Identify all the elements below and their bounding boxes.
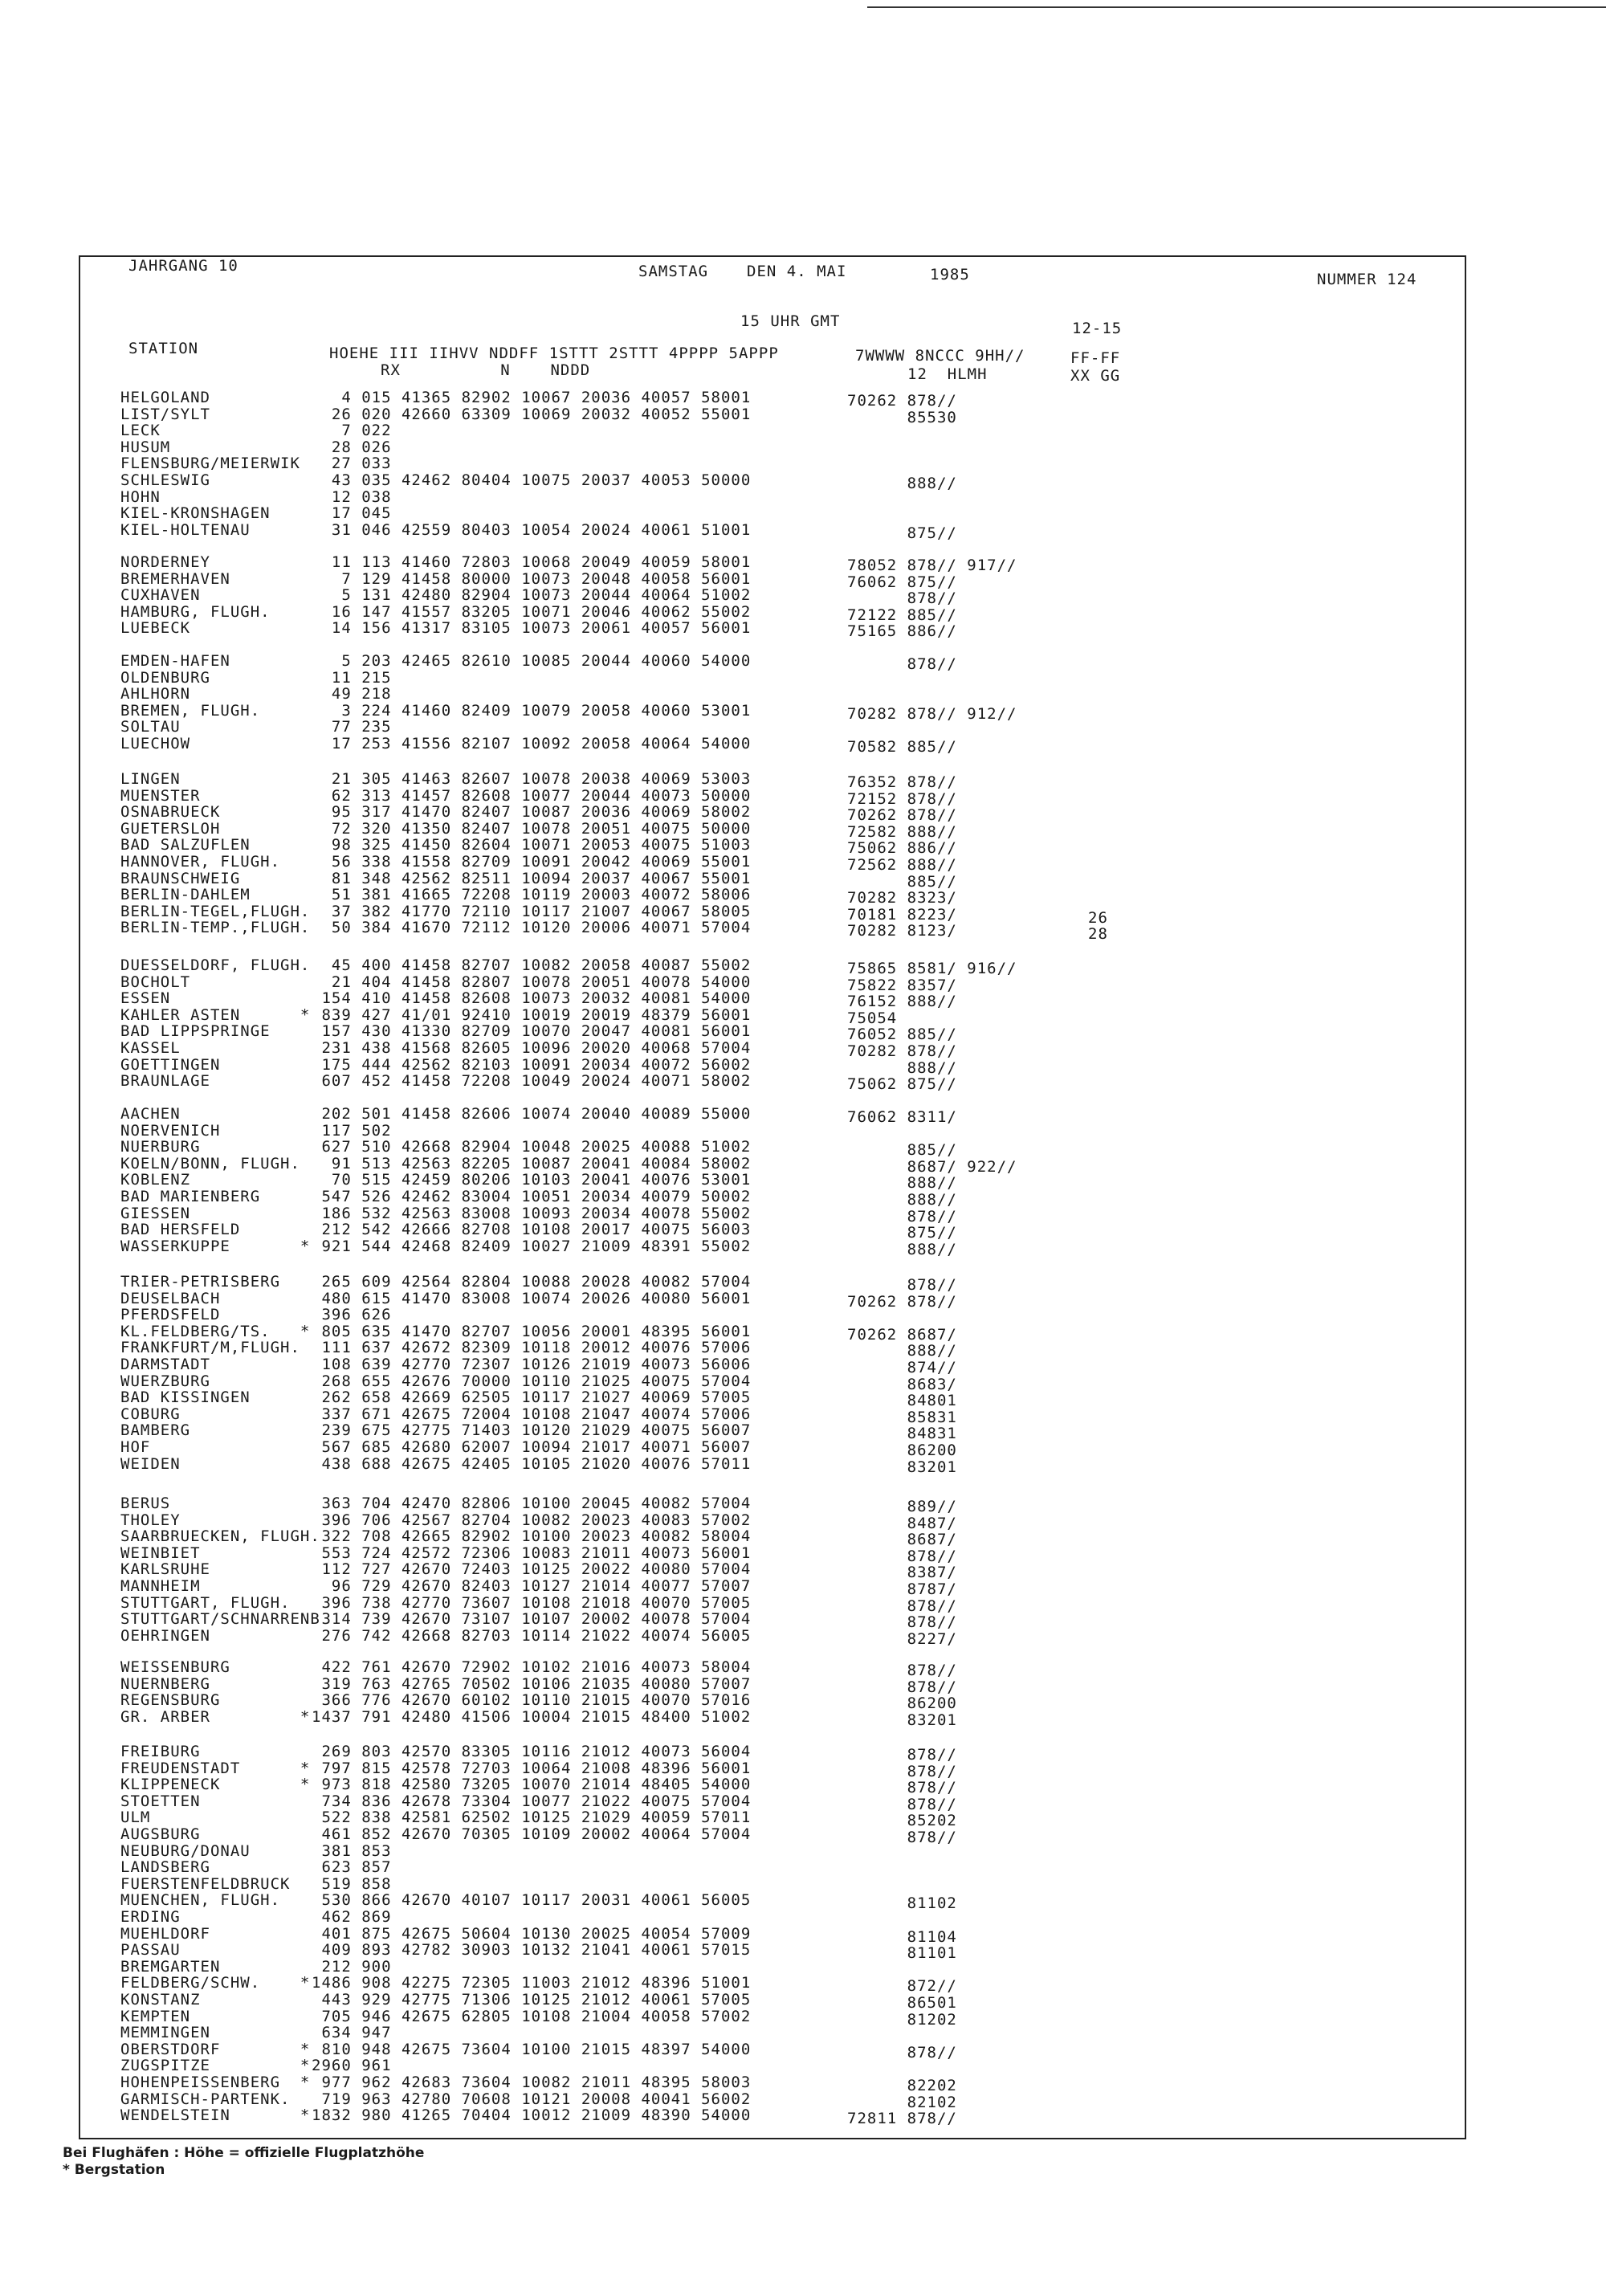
codes-column-subheader: RX N NDDD — [381, 361, 591, 379]
supplementary-groups: 84801 — [847, 1392, 957, 1410]
synop-values: 522 838 42581 62502 10125 21029 40059 57011 — [312, 1809, 752, 1827]
ff-column-subheader: XX GG — [1070, 367, 1121, 385]
supplementary-groups: 85202 — [847, 1812, 957, 1830]
supplementary-groups: 8683/ — [847, 1375, 957, 1393]
synop-values: 276 742 42668 82703 10114 21022 40074 56005 — [312, 1626, 752, 1645]
station-name: PFERDSFELD — [120, 1306, 221, 1324]
footnote-airports: Bei Flughäfen : Höhe = offizielle Flugplatzhöhe — [63, 2145, 425, 2161]
synop-values: 269 803 42570 83305 10116 21012 40073 56004 — [312, 1743, 752, 1760]
supplementary-groups: 8487/ — [847, 1514, 957, 1532]
station-name: ERDING — [120, 1908, 181, 1926]
station-name: THOLEY — [120, 1511, 181, 1529]
synop-values: 977 962 42683 73604 10082 21011 48395 58003 — [312, 2074, 752, 2091]
supplementary-groups: 85530 — [847, 408, 957, 426]
groups-column-header: 7WWWW 8NCCC 9HH// — [855, 347, 1025, 365]
station-name: BAMBERG — [120, 1421, 191, 1440]
station-name: HOHN — [120, 487, 161, 506]
synop-values: 623 857 — [312, 1858, 392, 1877]
supplementary-groups: 72122 885// — [847, 606, 957, 624]
station-name: HOF — [120, 1438, 151, 1456]
synop-values: 973 818 42580 73205 10070 21014 48405 54000 — [312, 1776, 752, 1794]
station-name: WASSERKUPPE * — [120, 1237, 311, 1255]
supplementary-groups: 70282 878// 912// — [847, 704, 1017, 723]
station-name: LECK — [120, 422, 161, 440]
synop-values: 719 963 42780 70608 10121 20008 40041 56002 — [312, 2090, 752, 2108]
synop-values: 547 526 42462 83004 10051 20034 40079 50002 — [312, 1188, 752, 1205]
station-name: NUERNBERG — [120, 1674, 210, 1693]
jahrgang-label: JAHRGANG 10 — [128, 257, 238, 275]
synop-values: 734 836 42678 73304 10077 21022 40075 57004 — [312, 1792, 752, 1810]
supplementary-groups: 878// — [847, 1829, 957, 1846]
supplementary-groups: 8687/ — [847, 1531, 957, 1549]
synop-values: 1486 908 42275 72305 11003 21012 48396 51001 — [312, 1974, 752, 1992]
supplementary-groups: 70262 878// — [847, 1292, 957, 1311]
supplementary-groups: 70282 8323/ — [847, 889, 957, 907]
supplementary-groups: 888// — [847, 1174, 957, 1193]
synop-values: 810 948 42675 73604 10100 21015 48397 54000 — [312, 2040, 752, 2058]
station-name: HANNOVER, FLUGH. — [120, 853, 281, 871]
supplementary-groups: 72811 878// — [847, 2110, 957, 2128]
synop-values: 91 513 42563 82205 10087 20041 40084 58002 — [312, 1154, 752, 1172]
synop-values: 26 020 42660 63309 10069 20032 40052 55001 — [312, 405, 752, 423]
scan-edge-line — [867, 6, 1606, 8]
supplementary-groups: 878// — [847, 1207, 957, 1225]
supplementary-groups: 878// — [847, 1678, 957, 1696]
synop-values: 396 706 42567 82704 10082 20023 40083 57002 — [312, 1511, 752, 1529]
station-name: SAARBRUECKEN, FLUGH. — [120, 1527, 320, 1546]
synop-values: 49 218 — [312, 685, 392, 703]
station-name: BERLIN-TEGEL,FLUGH. — [120, 902, 311, 920]
station-name: LINGEN — [120, 770, 181, 788]
supplementary-groups: 878// — [847, 1547, 957, 1565]
synop-values: 77 235 — [312, 718, 392, 736]
issue-number: NUMMER 124 — [1317, 271, 1417, 288]
station-name: BAD KISSINGEN — [120, 1389, 251, 1407]
codes-column-header: HOEHE III IIHVV NDDFF 1STTT 2STTT 4PPPP 5APPP — [329, 345, 779, 362]
supplementary-groups: 72152 878// — [847, 789, 957, 808]
synop-values: 16 147 41557 83205 10071 20046 40062 55002 — [312, 602, 752, 621]
supplementary-groups: 878// — [847, 1762, 957, 1780]
supplementary-groups: 86200 — [847, 1442, 957, 1459]
supplementary-groups: 75822 8357/ — [847, 976, 957, 994]
synop-values: 443 929 42775 71306 10125 21012 40061 57005 — [312, 1991, 752, 2008]
supplementary-groups: 86200 — [847, 1694, 957, 1713]
supplementary-groups: 878// — [847, 1613, 957, 1632]
synop-values: 175 444 42562 82103 10091 20034 40072 56002 — [312, 1055, 752, 1074]
station-name: BERLIN-DAHLEM — [120, 886, 251, 904]
supplementary-groups: 878// — [847, 2043, 957, 2062]
station-name: ZUGSPITZE * — [120, 2057, 311, 2075]
synop-values: 31 046 42559 80403 10054 20024 40061 51001 — [312, 520, 752, 539]
synop-values: 45 400 41458 82707 10082 20058 40087 55002 — [312, 956, 752, 974]
station-name: FREUDENSTADT * — [120, 1759, 311, 1777]
synop-values: 212 900 — [312, 1957, 392, 1976]
synop-values: 3 224 41460 82409 10079 20058 40060 53001 — [312, 701, 752, 720]
supplementary-groups: 888// — [847, 1191, 957, 1209]
gust-value: 28 — [1088, 925, 1108, 944]
supplementary-groups: 76152 888// — [847, 993, 957, 1011]
supplementary-groups: 81202 — [847, 2010, 957, 2029]
supplementary-groups: 82202 — [847, 2077, 957, 2094]
station-name: STOETTEN — [120, 1792, 201, 1810]
synop-values: 202 501 41458 82606 10074 20040 40089 55000 — [312, 1105, 752, 1123]
supplementary-groups: 878// — [847, 655, 957, 673]
supplementary-groups: 70262 878// — [847, 806, 957, 825]
station-name: KONSTANZ — [120, 1991, 201, 2008]
synop-values: 422 761 42670 72902 10102 21016 40073 58004 — [312, 1658, 752, 1676]
station-name: WENDELSTEIN * — [120, 2106, 311, 2125]
station-name: WEIDEN — [120, 1454, 181, 1473]
station-name: MEMMINGEN — [120, 2024, 210, 2042]
synop-values: 11 215 — [312, 668, 392, 687]
footnote-mountain-station: * Bergstation — [63, 2162, 165, 2178]
supplementary-groups: 872// — [847, 1977, 957, 1996]
synop-values: 805 635 41470 82707 10056 20001 48395 56001 — [312, 1322, 752, 1340]
station-name: KAHLER ASTEN * — [120, 1005, 311, 1024]
station-name: MUEHLDORF — [120, 1924, 210, 1943]
supplementary-groups: 8787/ — [847, 1580, 957, 1598]
station-name: BAD SALZUFLEN — [120, 836, 251, 854]
station-name: NEUBURG/DONAU — [120, 1841, 251, 1860]
station-name: HOHENPEISSENBERG * — [120, 2074, 311, 2091]
synop-values: 314 739 42670 73107 10107 20002 40078 57004 — [312, 1610, 752, 1629]
synop-values: 265 609 42564 82804 10088 20028 40082 57004 — [312, 1273, 752, 1291]
station-name: BRAUNLAGE — [120, 1072, 210, 1091]
synop-values: 461 852 42670 70305 10109 20002 40064 57004 — [312, 1825, 752, 1843]
synop-values: 1832 980 41265 70404 10012 21009 48390 54000 — [312, 2106, 752, 2125]
station-name: BREMEN, FLUGH. — [120, 701, 261, 720]
synop-values: 95 317 41470 82407 10087 20036 40069 58002 — [312, 803, 752, 822]
station-name: BAD HERSFELD — [120, 1221, 241, 1239]
supplementary-groups: 75054 — [847, 1009, 898, 1027]
station-name: GR. ARBER * — [120, 1707, 311, 1726]
station-column-header: STATION — [128, 340, 199, 357]
synop-values: 5 131 42480 82904 10073 20044 40064 51002 — [312, 586, 752, 605]
synop-values: 27 033 — [312, 455, 392, 473]
supplementary-groups: 83201 — [847, 1711, 957, 1729]
synop-values: 70 515 42459 80206 10103 20041 40076 53001 — [312, 1171, 752, 1189]
synop-values: 262 658 42669 62505 10117 21027 40069 57005 — [312, 1389, 752, 1407]
synop-values: 7 129 41458 80000 10073 20048 40058 56001 — [312, 569, 752, 588]
supplementary-groups: 878// — [847, 1662, 957, 1679]
synop-values: 634 947 — [312, 2024, 392, 2042]
station-name: HELGOLAND — [120, 389, 210, 406]
supplementary-groups: 888// — [847, 475, 957, 492]
synop-values: 157 430 41330 82709 10070 20047 40081 56001 — [312, 1022, 752, 1041]
year-label: 1985 — [930, 266, 970, 283]
supplementary-groups: 70181 8223/ — [847, 905, 957, 924]
station-name: GARMISCH-PARTENK. — [120, 2090, 291, 2108]
station-name: HAMBURG, FLUGH. — [120, 602, 271, 621]
station-name: OSNABRUECK — [120, 803, 221, 822]
station-name: KIEL-HOLTENAU — [120, 520, 251, 539]
station-name: DEUSELBACH — [120, 1289, 221, 1307]
date-label: DEN 4. MAI — [747, 263, 847, 280]
station-name: SCHLESWIG — [120, 471, 210, 489]
supplementary-groups: 885// — [847, 1141, 957, 1160]
supplementary-groups: 85831 — [847, 1408, 957, 1426]
supplementary-groups: 8687/ 922// — [847, 1157, 1017, 1176]
station-name: KEMPTEN — [120, 2007, 191, 2025]
station-name: OEHRINGEN — [120, 1626, 210, 1645]
station-name: WUERZBURG — [120, 1372, 210, 1390]
supplementary-groups: 83201 — [847, 1458, 957, 1476]
station-name: AHLHORN — [120, 685, 191, 703]
supplementary-groups: 86501 — [847, 1994, 957, 2012]
synop-values: 154 410 41458 82608 10073 20032 40081 54000 — [312, 989, 752, 1008]
station-name: KARLSRUHE — [120, 1560, 210, 1579]
station-name: LANDSBERG — [120, 1858, 210, 1877]
station-name: MANNHEIM — [120, 1577, 201, 1595]
station-name: ESSEN — [120, 989, 171, 1008]
supplementary-groups: 78052 878// 917// — [847, 557, 1017, 574]
station-name: GIESSEN — [120, 1204, 191, 1222]
synop-values: 7 022 — [312, 422, 392, 440]
synop-values: 519 858 — [312, 1874, 392, 1893]
station-name: OBERSTDORF * — [120, 2040, 311, 2058]
station-name: AACHEN — [120, 1105, 181, 1123]
supplementary-groups: 878// — [847, 1597, 957, 1615]
station-name: EMDEN-HAFEN — [120, 652, 230, 670]
groups-column-subheader: 12 HLMH — [907, 365, 988, 383]
supplementary-groups: 75165 886// — [847, 622, 957, 641]
synop-values: 396 738 42770 73607 10108 21018 40070 57005 — [312, 1593, 752, 1612]
supplementary-groups: 874// — [847, 1359, 957, 1376]
station-name: TRIER-PETRISBERG — [120, 1273, 281, 1291]
station-name: OLDENBURG — [120, 668, 210, 687]
synop-values: 239 675 42775 71403 10120 21029 40075 56007 — [312, 1421, 752, 1440]
synop-values: 839 427 41/01 92410 10019 20019 48379 56001 — [312, 1005, 752, 1024]
synop-values: 37 382 41770 72110 10117 21007 40067 58005 — [312, 902, 752, 920]
station-name: BOCHOLT — [120, 973, 191, 991]
synop-values: 62 313 41457 82608 10077 20044 40073 50000 — [312, 786, 752, 805]
station-name: STUTTGART, FLUGH. — [120, 1593, 291, 1612]
synop-values: 81 348 42562 82511 10094 20037 40067 55001 — [312, 869, 752, 887]
synop-values: 17 253 41556 82107 10092 20058 40064 54000 — [312, 735, 752, 752]
station-name: KOBLENZ — [120, 1171, 191, 1189]
supplementary-groups: 70282 878// — [847, 1042, 957, 1060]
synop-values: 12 038 — [312, 487, 392, 506]
synop-values: 462 869 — [312, 1908, 392, 1926]
station-name: KOELN/BONN, FLUGH. — [120, 1154, 300, 1172]
supplementary-groups: 878// — [847, 1746, 957, 1764]
supplementary-groups: 70282 8123/ — [847, 922, 957, 940]
station-name: DARMSTADT — [120, 1356, 210, 1373]
supplementary-groups: 888// — [847, 1342, 957, 1360]
station-name: FLENSBURG/MEIERWIK — [120, 455, 300, 473]
supplementary-groups: 889// — [847, 1498, 957, 1515]
ff-column-header: FF-FF — [1070, 349, 1121, 367]
supplementary-groups: 8387/ — [847, 1564, 957, 1582]
station-name: WEISSENBURG — [120, 1658, 230, 1676]
supplementary-groups: 878// — [847, 1276, 957, 1294]
synop-values: 117 502 — [312, 1121, 392, 1140]
supplementary-groups: 82102 — [847, 2093, 957, 2111]
station-name: STUTTGART/SCHNARRENB — [120, 1610, 320, 1629]
synop-values: 17 045 — [312, 504, 392, 523]
station-name: NUERBURG — [120, 1138, 201, 1156]
synop-values: 366 776 42670 60102 10110 21015 40070 57016 — [312, 1691, 752, 1710]
station-name: GUETERSLOH — [120, 819, 221, 838]
supplementary-groups: 878// — [847, 1795, 957, 1813]
synop-values: 401 875 42675 50604 10130 20025 40054 57009 — [312, 1924, 752, 1943]
observation-time: 15 UHR GMT — [740, 312, 841, 330]
synop-values: 409 893 42782 30903 10132 21041 40061 57015 — [312, 1941, 752, 1960]
station-name: FELDBERG/SCHW. * — [120, 1974, 311, 1992]
station-name: NORDERNEY — [120, 553, 210, 571]
synop-values: 567 685 42680 62007 10094 21017 40071 56007 — [312, 1438, 752, 1456]
station-name: LIST/SYLT — [120, 405, 210, 423]
synop-values: 921 544 42468 82409 10027 21009 48391 55002 — [312, 1237, 752, 1255]
synop-values: 14 156 41317 83105 10073 20061 40057 56001 — [312, 619, 752, 638]
supplementary-groups: 70262 8687/ — [847, 1325, 957, 1344]
synop-values: 51 381 41665 72208 10119 20003 40072 58006 — [312, 886, 752, 904]
station-name: BRAUNSCHWEIG — [120, 869, 241, 887]
station-name: DUESSELDORF, FLUGH. — [120, 956, 311, 974]
bulletin-frame — [79, 255, 1466, 2139]
supplementary-groups: 72562 888// — [847, 856, 957, 874]
synop-values: 797 815 42578 72703 10064 21008 48396 56001 — [312, 1759, 752, 1777]
synop-values: 50 384 41670 72112 10120 20006 40071 57004 — [312, 919, 752, 937]
synop-values: 43 035 42462 80404 10075 20037 40053 50000 — [312, 471, 752, 489]
station-name: KIEL-KRONSHAGEN — [120, 504, 271, 523]
supplementary-groups: 81102 — [847, 1894, 957, 1913]
synop-values: 530 866 42670 40107 10117 20031 40061 56005 — [312, 1891, 752, 1910]
station-name: BAD LIPPSPRINGE — [120, 1022, 271, 1041]
station-name: COBURG — [120, 1405, 181, 1423]
synop-values: 363 704 42470 82806 10100 20045 40082 57004 — [312, 1495, 752, 1512]
gust-value: 26 — [1088, 908, 1108, 927]
synop-values: 111 637 42672 82309 10118 20012 40076 57006 — [312, 1339, 752, 1357]
synop-values: 11 113 41460 72803 10068 20049 40059 58001 — [312, 553, 752, 571]
supplementary-groups: 76062 875// — [847, 573, 957, 591]
synop-values: 5 203 42465 82610 10085 20044 40060 54000 — [312, 652, 752, 670]
synop-values: 319 763 42765 70502 10106 21035 40080 57007 — [312, 1674, 752, 1693]
synop-values: 72 320 41350 82407 10078 20051 40075 50000 — [312, 819, 752, 838]
station-name: SOLTAU — [120, 718, 181, 736]
synop-values: 705 946 42675 62805 10108 21004 40058 57002 — [312, 2007, 752, 2025]
synop-values: 627 510 42668 82904 10048 20025 40088 51002 — [312, 1138, 752, 1156]
station-name: BERUS — [120, 1495, 171, 1512]
supplementary-groups: 76352 878// — [847, 773, 957, 791]
station-name: BAD MARIENBERG — [120, 1188, 261, 1205]
synop-values: 4 015 41365 82902 10067 20036 40057 58001 — [312, 389, 752, 406]
station-name: HUSUM — [120, 438, 171, 456]
supplementary-groups: 878// — [847, 589, 957, 608]
station-name: BERLIN-TEMP.,FLUGH. — [120, 919, 311, 937]
station-name: FUERSTENFELDBRUCK — [120, 1874, 291, 1893]
synop-values: 2960 961 — [312, 2057, 392, 2075]
synop-values: 98 325 41450 82604 10071 20053 40075 51003 — [312, 836, 752, 854]
synop-values: 186 532 42563 83008 10093 20034 40078 55002 — [312, 1204, 752, 1222]
synop-values: 268 655 42676 70000 10110 21025 40075 57004 — [312, 1372, 752, 1390]
station-name: MUENCHEN, FLUGH. — [120, 1891, 281, 1910]
supplementary-groups: 75865 8581/ 916// — [847, 960, 1017, 977]
supplementary-groups: 875// — [847, 524, 957, 542]
synop-values: 212 542 42666 82708 10108 20017 40075 56003 — [312, 1221, 752, 1239]
supplementary-groups: 875// — [847, 1224, 957, 1242]
synop-values: 322 708 42665 82902 10100 20023 40082 58004 — [312, 1527, 752, 1546]
synop-values: 21 305 41463 82607 10078 20038 40069 53003 — [312, 770, 752, 788]
station-name: REGENSBURG — [120, 1691, 221, 1710]
supplementary-groups: 885// — [847, 872, 957, 891]
synop-values: 56 338 41558 82709 10091 20042 40069 55001 — [312, 853, 752, 871]
supplementary-groups: 76062 8311/ — [847, 1108, 957, 1126]
time-range: 12-15 — [1072, 320, 1123, 337]
synop-values: 480 615 41470 83008 10074 20026 40080 56001 — [312, 1289, 752, 1307]
synop-values: 396 626 — [312, 1306, 392, 1324]
station-name: AUGSBURG — [120, 1825, 201, 1843]
station-name: BREMGARTEN — [120, 1957, 221, 1976]
station-name: KLIPPENECK * — [120, 1776, 311, 1794]
synop-values: 231 438 41568 82605 10096 20020 40068 57004 — [312, 1039, 752, 1057]
supplementary-groups: 75062 886// — [847, 839, 957, 858]
supplementary-groups: 888// — [847, 1240, 957, 1258]
supplementary-groups: 76052 885// — [847, 1026, 957, 1044]
synop-values: 553 724 42572 72306 10083 21011 40073 56001 — [312, 1544, 752, 1562]
station-name: FRANKFURT/M,FLUGH. — [120, 1339, 300, 1357]
supplementary-groups: 81101 — [847, 1944, 957, 1963]
synop-values: 1437 791 42480 41506 10004 21015 48400 51002 — [312, 1707, 752, 1726]
station-name: PASSAU — [120, 1941, 181, 1960]
supplementary-groups: 888// — [847, 1058, 957, 1077]
station-name: BREMERHAVEN — [120, 569, 230, 588]
synop-values: 96 729 42670 82403 10127 21014 40077 57007 — [312, 1577, 752, 1595]
supplementary-groups: 72582 888// — [847, 822, 957, 841]
station-name: KASSEL — [120, 1039, 181, 1057]
supplementary-groups: 84831 — [847, 1425, 957, 1443]
synop-values: 28 026 — [312, 438, 392, 456]
synop-values: 108 639 42770 72307 10126 21019 40073 56006 — [312, 1356, 752, 1373]
synop-values: 607 452 41458 72208 10049 20024 40071 58002 — [312, 1072, 752, 1091]
station-name: CUXHAVEN — [120, 586, 201, 605]
supplementary-groups: 878// — [847, 1779, 957, 1797]
station-name: NOERVENICH — [120, 1121, 221, 1140]
synop-values: 381 853 — [312, 1841, 392, 1860]
synop-values: 438 688 42675 42405 10105 21020 40076 57011 — [312, 1454, 752, 1473]
station-name: ULM — [120, 1809, 151, 1827]
synop-values: 21 404 41458 82807 10078 20051 40078 54000 — [312, 973, 752, 991]
supplementary-groups: 81104 — [847, 1927, 957, 1946]
station-name: KL.FELDBERG/TS. * — [120, 1322, 311, 1340]
weekday-label: SAMSTAG — [638, 263, 709, 280]
synop-values: 112 727 42670 72403 10125 20022 40080 57004 — [312, 1560, 752, 1579]
station-name: LUECHOW — [120, 735, 191, 752]
station-name: MUENSTER — [120, 786, 201, 805]
station-name: GOETTINGEN — [120, 1055, 221, 1074]
synop-values: 337 671 42675 72004 10108 21047 40074 57006 — [312, 1405, 752, 1423]
supplementary-groups: 75062 875// — [847, 1075, 957, 1094]
supplementary-groups: 70262 878// — [847, 392, 957, 410]
station-name: FREIBURG — [120, 1743, 201, 1760]
supplementary-groups: 8227/ — [847, 1629, 957, 1648]
supplementary-groups: 70582 885// — [847, 738, 957, 756]
station-name: WEINBIET — [120, 1544, 201, 1562]
station-name: LUEBECK — [120, 619, 191, 638]
